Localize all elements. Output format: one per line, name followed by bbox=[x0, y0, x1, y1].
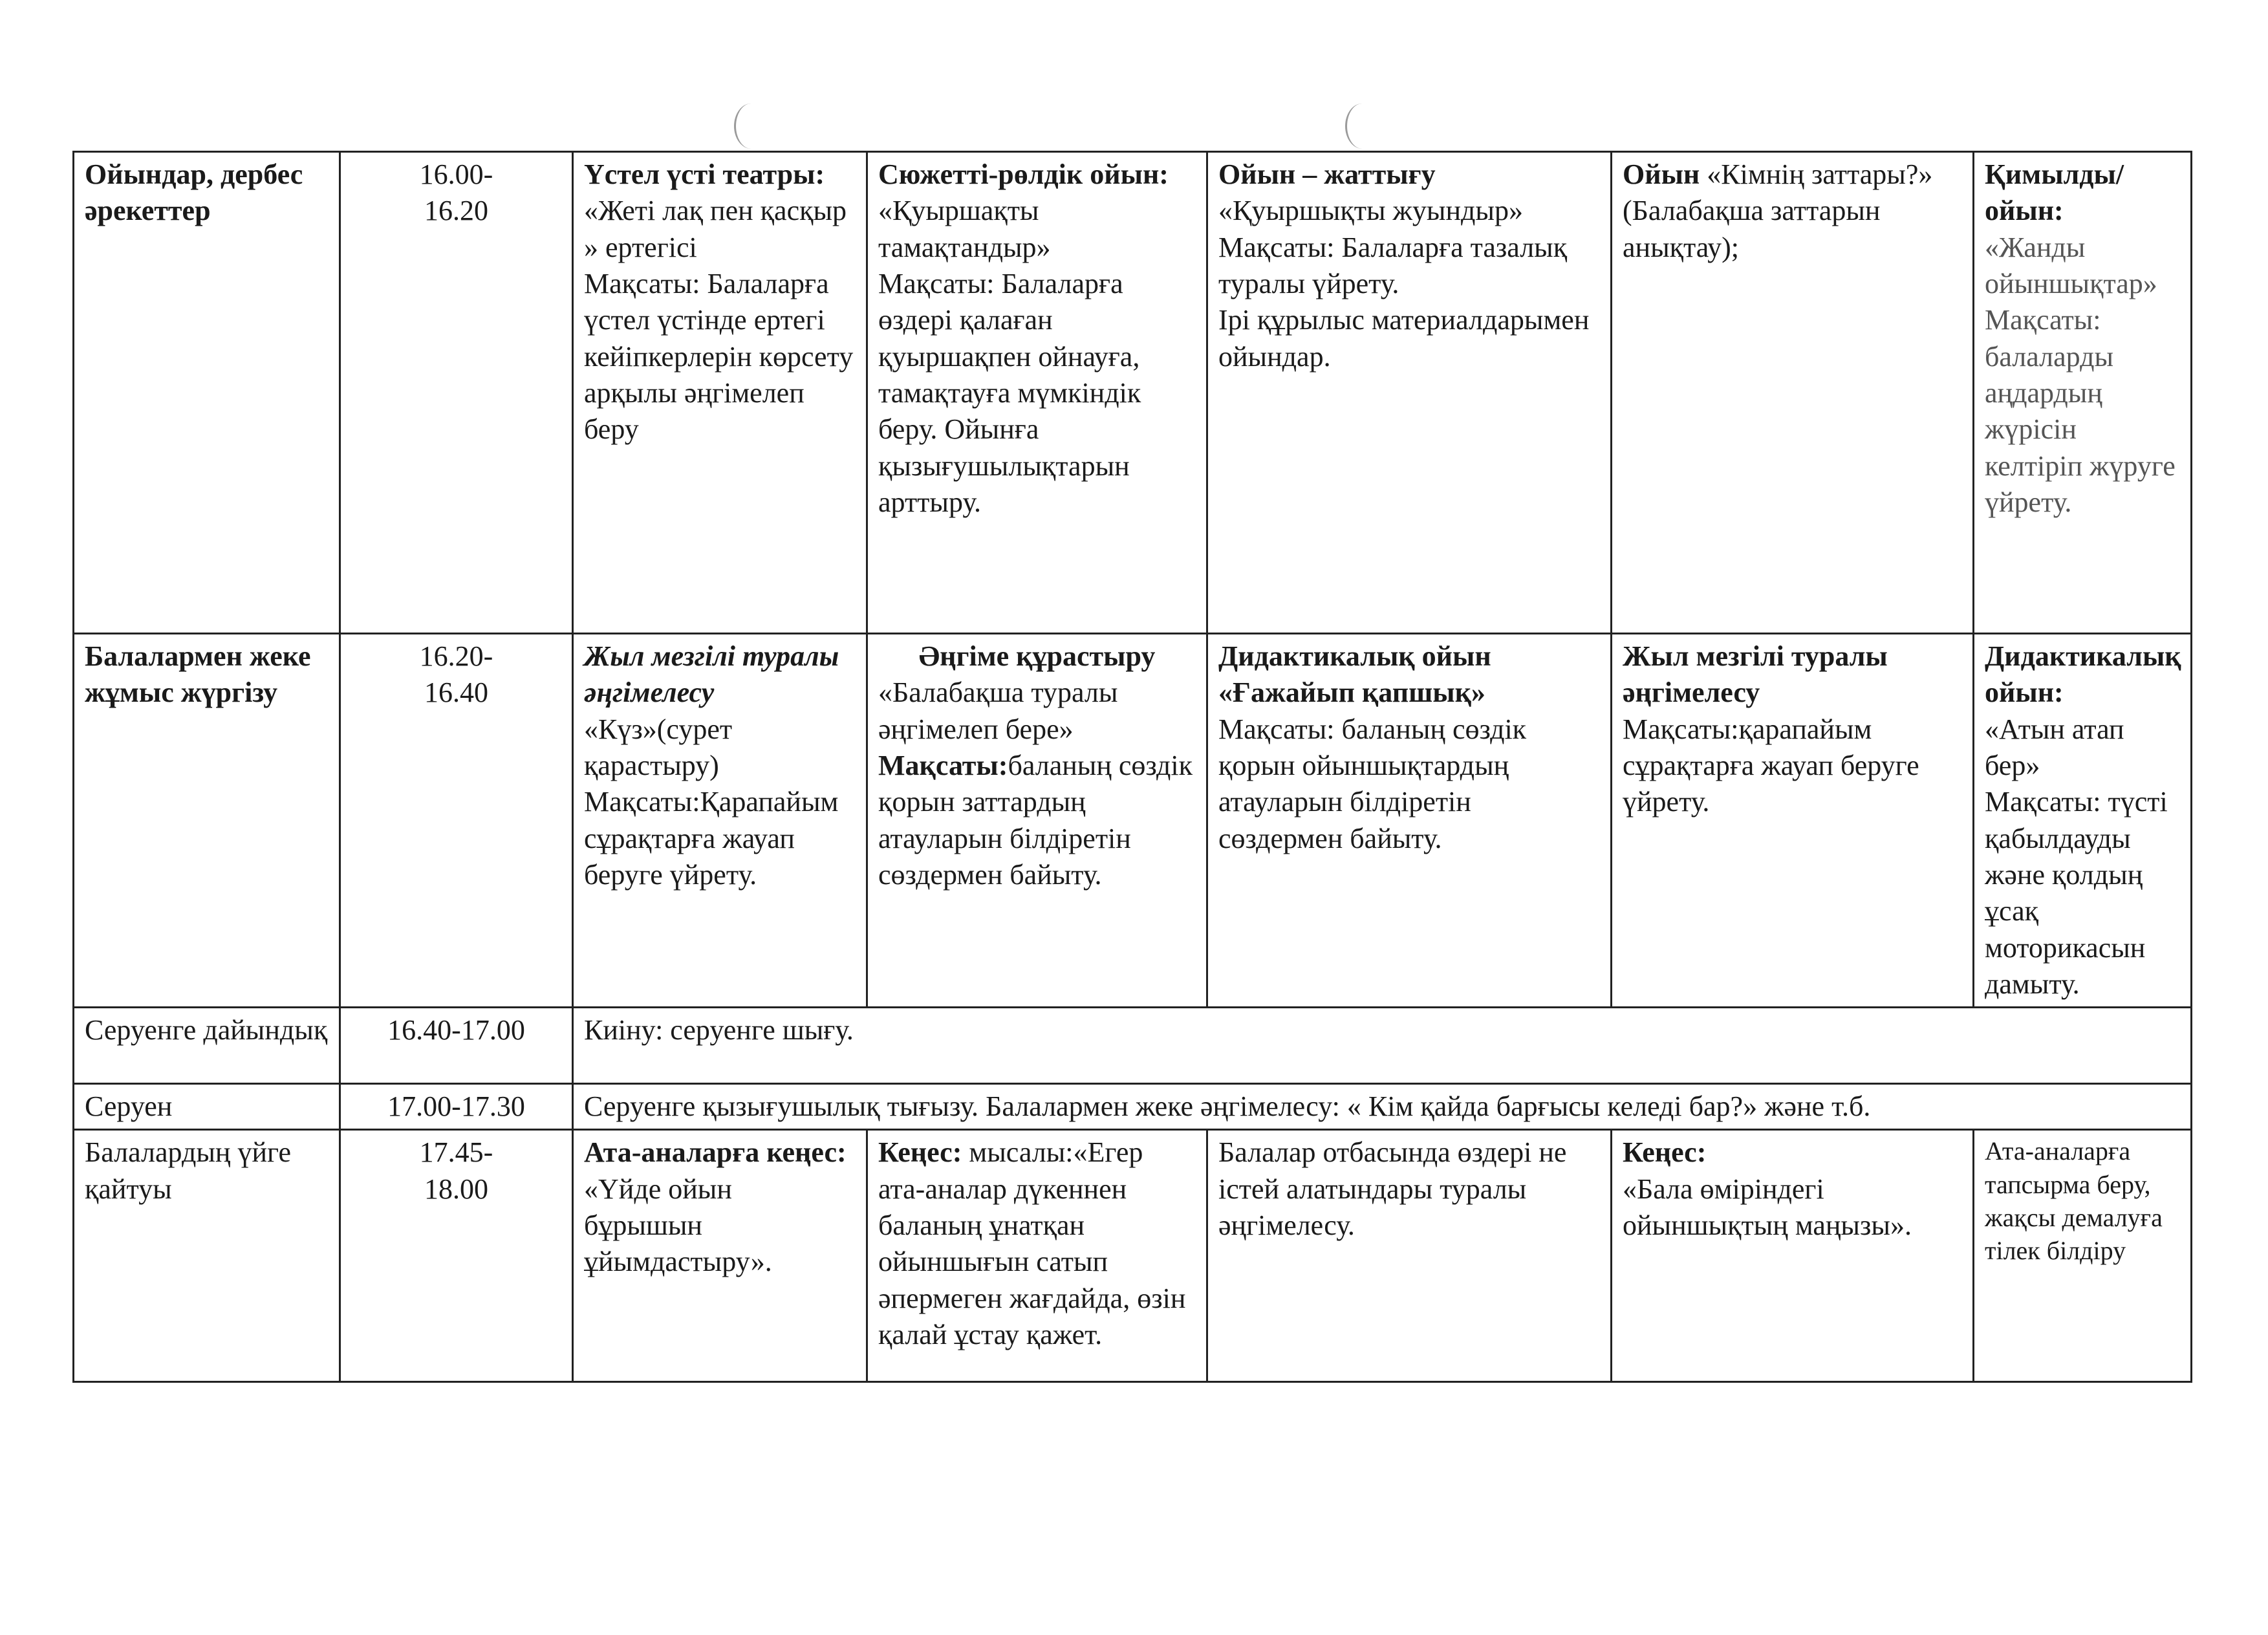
thursday-cell: Ойын «Кімнің заттары?» (Балабақша заттарын анықтау); bbox=[1612, 152, 1974, 634]
time-cell: 17.45- 18.00 bbox=[340, 1130, 573, 1382]
thursday-cell: Кеңес: «Бала өміріндегі ойыншықтың маңызы». bbox=[1612, 1130, 1974, 1382]
friday-cell: Ата-аналарға тапсырма беру, жақсы демалуға тілек білдіру bbox=[1974, 1130, 2192, 1382]
monday-cell: Жыл мезгілі туралы әңгімелесу «Күз»(сурет қарастыру) Мақсаты:Қарапайым сұрақтарға жауап беруге үйрету. bbox=[573, 634, 867, 1008]
friday-cell: Қимылды/ойын: «Жанды ойыншықтар» Мақсаты: балаларды аңдардың жүрісін келтіріп жүруге үйрету. bbox=[1974, 152, 2192, 634]
wednesday-cell: Балалар отбасында өздері не істей алатындары туралы әңгімелесу. bbox=[1207, 1130, 1612, 1382]
walk-note: Серуенге қызығушылық тығызу. Балалармен жеке әңгімелесу: « Кім қайда барғысы келеді бар?» және т.б. bbox=[573, 1084, 2192, 1130]
activity-cell: Ойындар, дербес әрекеттер bbox=[74, 152, 340, 634]
wednesday-cell: Дидактикалық ойын «Ғажайып қапшық» Мақсаты: баланың сөздік қорын ойыншықтардың атауларын білдіретін сөздермен байыту. bbox=[1207, 634, 1612, 1008]
activity-cell: Балалармен жеке жұмыс жүргізу bbox=[74, 634, 340, 1008]
scan-mark-right bbox=[1345, 103, 1379, 149]
table-row-walk bbox=[74, 1084, 2192, 1130]
wednesday-cell: Ойын – жаттығу «Қуыршықты жуындыр» Мақсаты: Балаларға тазалық туралы үйрету. Ірі құрылыс материалдарымен ойындар. bbox=[1207, 152, 1612, 634]
time-cell: 16.00- 16.20 bbox=[340, 152, 573, 634]
tuesday-cell: Әңгіме құрастыру «Балабақша туралы әңгімелеп бере» Мақсаты:баланың сөздік қорын заттардың атауларын білдіретін сөздермен байыту. bbox=[867, 634, 1207, 1008]
tuesday-cell: Кеңес: мысалы:«Егер ата-аналар дүкеннен баланың ұнатқан ойыншығын сатып әпермеген жағдайда, өзін қалай ұстау қажет. bbox=[867, 1130, 1207, 1382]
monday-cell: Үстел үсті театры: «Жеті лақ пен қасқыр » ертегісі Мақсаты: Балаларға үстел үстінде ертегі кейіпкерлерін көрсету арқылы әңгімелеп беру bbox=[573, 152, 867, 634]
friday-cell: Дидактикалық ойын: «Атын атап бер» Мақсаты: түсті қабылдауды және қолдың ұсақ моторикасын дамыту. bbox=[1974, 634, 2192, 1008]
table-row-games bbox=[74, 152, 2192, 634]
activity-cell: Серуен bbox=[74, 1084, 340, 1130]
time-cell: 17.00-17.30 bbox=[340, 1084, 573, 1130]
table-row-going-home bbox=[74, 1130, 2192, 1382]
thursday-cell: Жыл мезгілі туралы әңгімелесу Мақсаты:қарапайым сұрақтарға жауап беруге үйрету. bbox=[1612, 634, 1974, 1008]
tuesday-cell: Сюжетті-рөлдік ойын: «Қуыршақты тамақтандыр» Мақсаты: Балаларға өздері қалаған қуыршақпен ойнауға, тамақтауға мүмкіндік беру. Ойынға қызығушылықтарын арттыру. bbox=[867, 152, 1207, 634]
scan-mark-left bbox=[734, 103, 768, 149]
daily-plan-table bbox=[72, 151, 2192, 1383]
time-cell: 16.40-17.00 bbox=[340, 1008, 573, 1084]
time-cell: 16.20- 16.40 bbox=[340, 634, 573, 1008]
activity-cell: Серуенге дайындық bbox=[74, 1008, 340, 1084]
walk-preparation-note: Киіну: серуенге шығу. bbox=[573, 1008, 2192, 1084]
monday-cell: Ата-аналарға кеңес: «Үйде ойын бұрышын ұйымдастыру». bbox=[573, 1130, 867, 1382]
table-row-individual-work bbox=[74, 634, 2192, 1008]
table-row-walk-preparation bbox=[74, 1008, 2192, 1084]
activity-cell: Балалардың үйге қайтуы bbox=[74, 1130, 340, 1382]
